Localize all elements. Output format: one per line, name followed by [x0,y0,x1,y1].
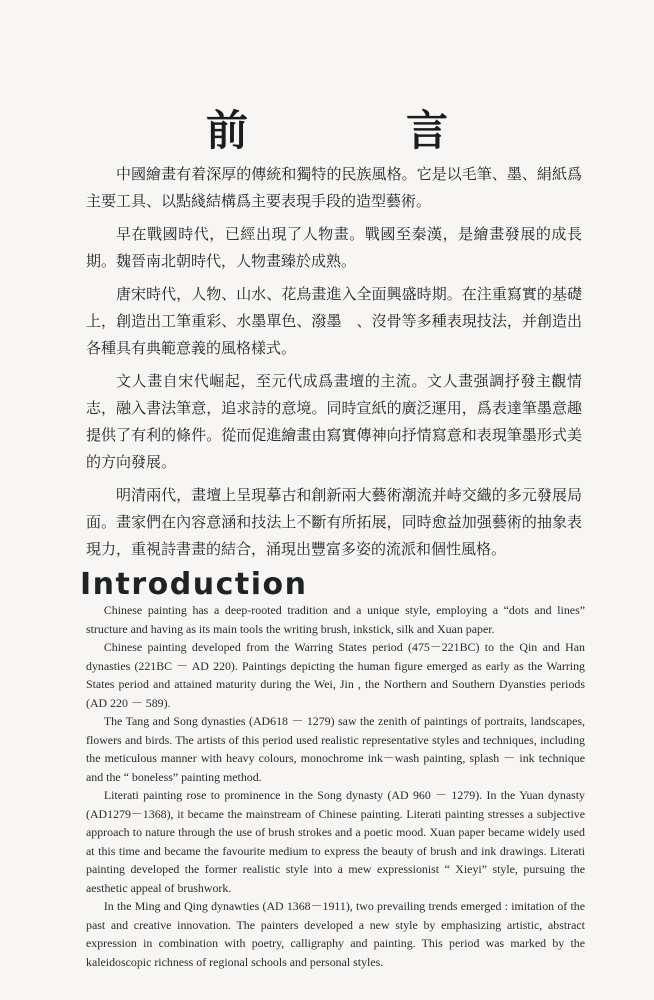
chinese-text-section [86,161,582,569]
chinese-paragraph: 唐宋時代，人物、山水、花鳥畫進入全面興盛時期。在注重寫實的基礎上，創造出工筆重彩、水墨單色、潑墨 、沒骨等多種表現技法，并創造出各種具有典範意義的風格樣式。 [86,285,582,357]
english-paragraph: Literati painting rose to prominence in the Song dynasty (AD 960 － 1279). In the Yuan dynasty (AD1279－1368), it became the mainstream of Chinese painting. Literati painting stresses a subjective approach to nature through the use of brush strokes and a poetic mood. Xuan paper became widely used at this time and became the favourite medium to express the beauty of brush and ink drawings. Literati painting developed the former realistic style into a mew expressionist “ Xieyi” style, pursuing the aesthetic appeal of brushwork. [86,788,585,895]
english-paragraph: In the Ming and Qing dynawties (AD 1368－1911), two prevailing trends emerged : imitation of the past and creative innovation. The painters developed a new style by emphasizing artistic, abstract expression in combination with poetry, calligraphy and painting. This period was marked by the kaleidoscopic richness of regional schools and personal styles. [86,899,585,969]
english-text-section [86,601,585,971]
english-paragraph: The Tang and Song dynasties (AD618 － 1279) saw the zenith of paintings of portraits, landscapes, flowers and birds. The artists of this period used realistic representative styles and techniques, including the meticulous manner with heavy colours, monochrome ink－wash painting, splash － ink technique and the “ boneless” painting method. [86,714,585,784]
chinese-paragraph: 中國繪畫有着深厚的傳統和獨特的民族風格。它是以毛筆、墨、絹紙爲主要工具、以點綫結構爲主要表現手段的造型藝術。 [86,165,582,210]
chinese-paragraph: 文人畫自宋代崛起，至元代成爲畫壇的主流。文人畫强調抒發主觀情志，融入書法筆意，追求詩的意境。同時宣紙的廣泛運用，爲表達筆墨意趣提供了有利的條件。從而促進繪畫由寫實傳神向抒情寫意和表現筆墨形式美的方向發展。 [86,372,582,471]
english-paragraph: Chinese painting developed from the Warring States period (475－221BC) to the Qin and Han dynasties (221BC － AD 220). Paintings depicting the human figure emerged as early as the Warring States period and attained maturity during the Wei, Jin , the Northern and Southern Dyansties periods (AD 220 － 589). [86,640,585,710]
english-heading: Introduction [80,566,308,602]
page-title: 前 言 [205,106,506,156]
chinese-paragraph: 明清兩代，畫壇上呈現摹古和創新兩大藝術潮流并峙交織的多元發展局面。畫家們在內容意涵和技法上不斷有所拓展，同時愈益加强藝術的抽象表現力，重視詩書畫的結合，涌現出豐富多姿的流派和個性風格。 [86,486,582,558]
chinese-paragraph: 早在戰國時代，已經出現了人物畫。戰國至秦漢，是繪畫發展的成長期。魏晉南北朝時代，人物畫臻於成熟。 [86,225,582,270]
english-paragraph: Chinese painting has a deep-rooted tradition and a unique style, employing a “dots and lines” structure and having as its main tools the writing brush, inkstick, silk and Xuan paper. [86,603,585,636]
